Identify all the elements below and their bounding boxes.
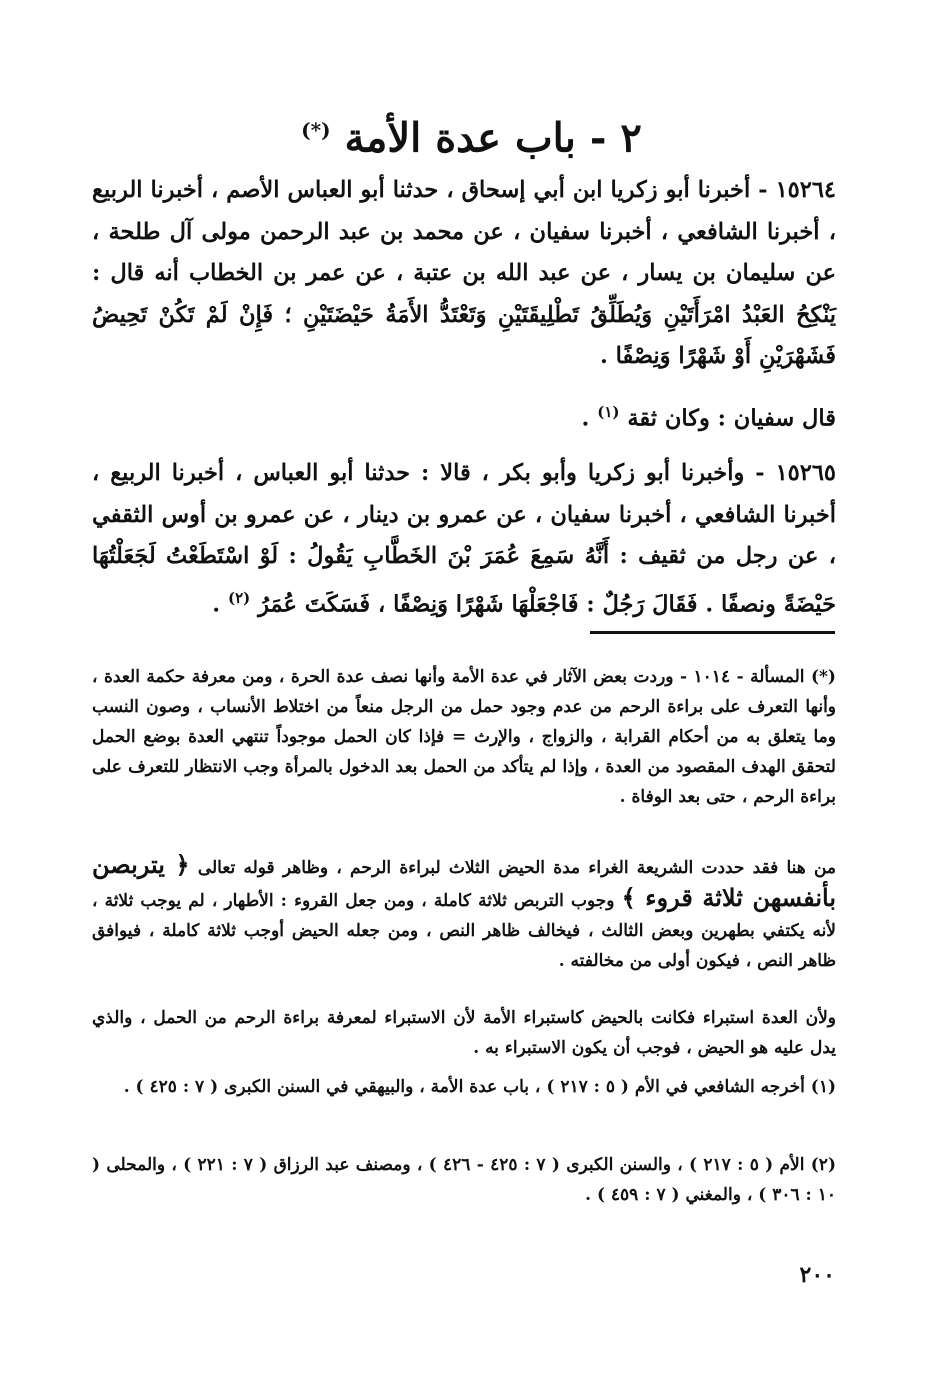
chapter-footnote-marker: (*) (301, 118, 331, 142)
narrator-note-text: قال سفيان : وكان ثقة (627, 405, 836, 432)
narrator-note (92, 392, 836, 440)
footnote-star: (*) المسألة - ١٠١٤ - وردت بعض الآثار في عدة الأمة وأنها نصف عدة الحرة ، ومن معرفة حكمة العدة ، وأنها التعرف على براءة الرحم من عدم وجود حمل من الرجل منعاً من اختلاط الأنساب ، وصون النسب وما يتعلق به من أحكام القرابة ، والزواج ، والإرث = فإذا كان الحمل موجوداً تنتهي العدة بوضع الحمل لتحقق الهدف المقصود من العدة ، وإذا لم يتأكد من الحمل بعد الدخول بالمرأة وجب الانتظار للتعرف على براءة الرحم ، حتى بعد الوفاة . (92, 667, 836, 807)
footnote-para-2 (92, 850, 836, 976)
footnote-para-2-intro: من هنا فقد حددت الشريعة الغراء مدة الحيض الثلاث لبراءة الرحم ، وظاهر قوله تعالى (197, 858, 836, 878)
footnote-2: (٢) الأم ( ٥ : ٢١٧ ) ، والسنن الكبرى ( ٧ : ٤٢٥ - ٤٢٦ ) ، ومصنف عبد الرزاق ( ٧ : ٢٢١ ) ، والمحلى ( ١٠ : ٣٠٦ ) ، والمغني ( ٧ : ٤٥٩ ) . (92, 1155, 836, 1205)
hadith-matn: يَنْكِحُ العَبْدُ امْرَأَتَيْنِ وَيُطَلِّقُ تَطْلِيقَتَيْنِ وَتَعْتَدُّ الأَمَةُ حَيْضَتَيْنِ ؛ فَإِنْ لَمْ تَكُنْ تَحِيضُ فَشَهْرَيْنِ أَوْ شَهْرًا وَنِصْفًا . (92, 301, 836, 369)
chapter-title (0, 100, 943, 168)
hadith-15264 (92, 170, 836, 378)
hadith-isnad: ١٥٢٦٥ - وأخبرنا أبو زكريا وأبو بكر ، قالا : حدثنا أبو العباس ، أخبرنا الربيع ، أخبرنا الشافعي ، أخبرنا سفيان ، عن عمرو بن دينار ، عن عمرو بن أوس الثقفي ، عن رجل من ثقيف : (92, 460, 836, 569)
page-number: ٢٠٠ (799, 1262, 835, 1288)
footnote-divider (590, 631, 835, 634)
hadith-matn: أَنَّهُ سَمِعَ عُمَرَ بْنَ الخَطَّابِ يَقُولُ : لَوْ اسْتَطَعْتُ لَجَعَلْتُهَا حَيْضَةً ونصفًا . فَقَالَ رَجُلٌ : فَاجْعَلْهَا شَهْرًا وَنِصْفًا ، فَسَكَتَ عُمَرُ (92, 543, 836, 617)
footnote-ref-2: (٢) (227, 588, 251, 607)
quran-quote: ﴿ يتربصن بأنفسهن ثلاثة قروء ﴾ (92, 850, 836, 912)
footnote-para-2-body: وجوب التربص ثلاثة كاملة ، ومن جعل القروء : الأطهار ، لم يوجب ثلاثة ، لأنه يكتفي بطهرين وبعض الثالث ، فيخالف ظاهر النص ، ومن جعله الحيض أوجب ثلاثة كاملة ، فيوافق ظاهر النص ، فيكون أولى من مخالفته . (92, 891, 836, 971)
chapter-title-text: ٢ - باب عدة الأمة (344, 114, 642, 162)
hadith-end: . (212, 591, 221, 617)
hadith-15265 (92, 453, 836, 626)
footnote-1: (١) أخرجه الشافعي في الأم ( ٥ : ٢١٧ ) ، باب عدة الأمة ، والبيهقي في السنن الكبرى ( ٧ : ٤٢٥ ) . (123, 1077, 836, 1097)
footnote-para-3: ولأن العدة استبراء فكانت بالحيض كاستبراء الأمة لأن الاستبراء لمعرفة براءة الرحم من الحمل ، والذي يدل عليه هو الحيض ، فوجب أن يكون الاستبراء به . (92, 1008, 836, 1058)
period: . (581, 405, 590, 432)
hadith-isnad: ١٥٢٦٤ - أخبرنا أبو زكريا ابن أبي إسحاق ، حدثنا أبو العباس الأصم ، أخبرنا الربيع ، أخبرنا الشافعي ، أخبرنا سفيان ، عن محمد بن عبد الرحمن مولى آل طلحة ، عن سليمان بن يسار ، عن عبد الله بن عتبة ، عن عمر بن الخطاب أنه قال : (92, 177, 836, 286)
footnote-ref-1: (١) (597, 403, 620, 421)
